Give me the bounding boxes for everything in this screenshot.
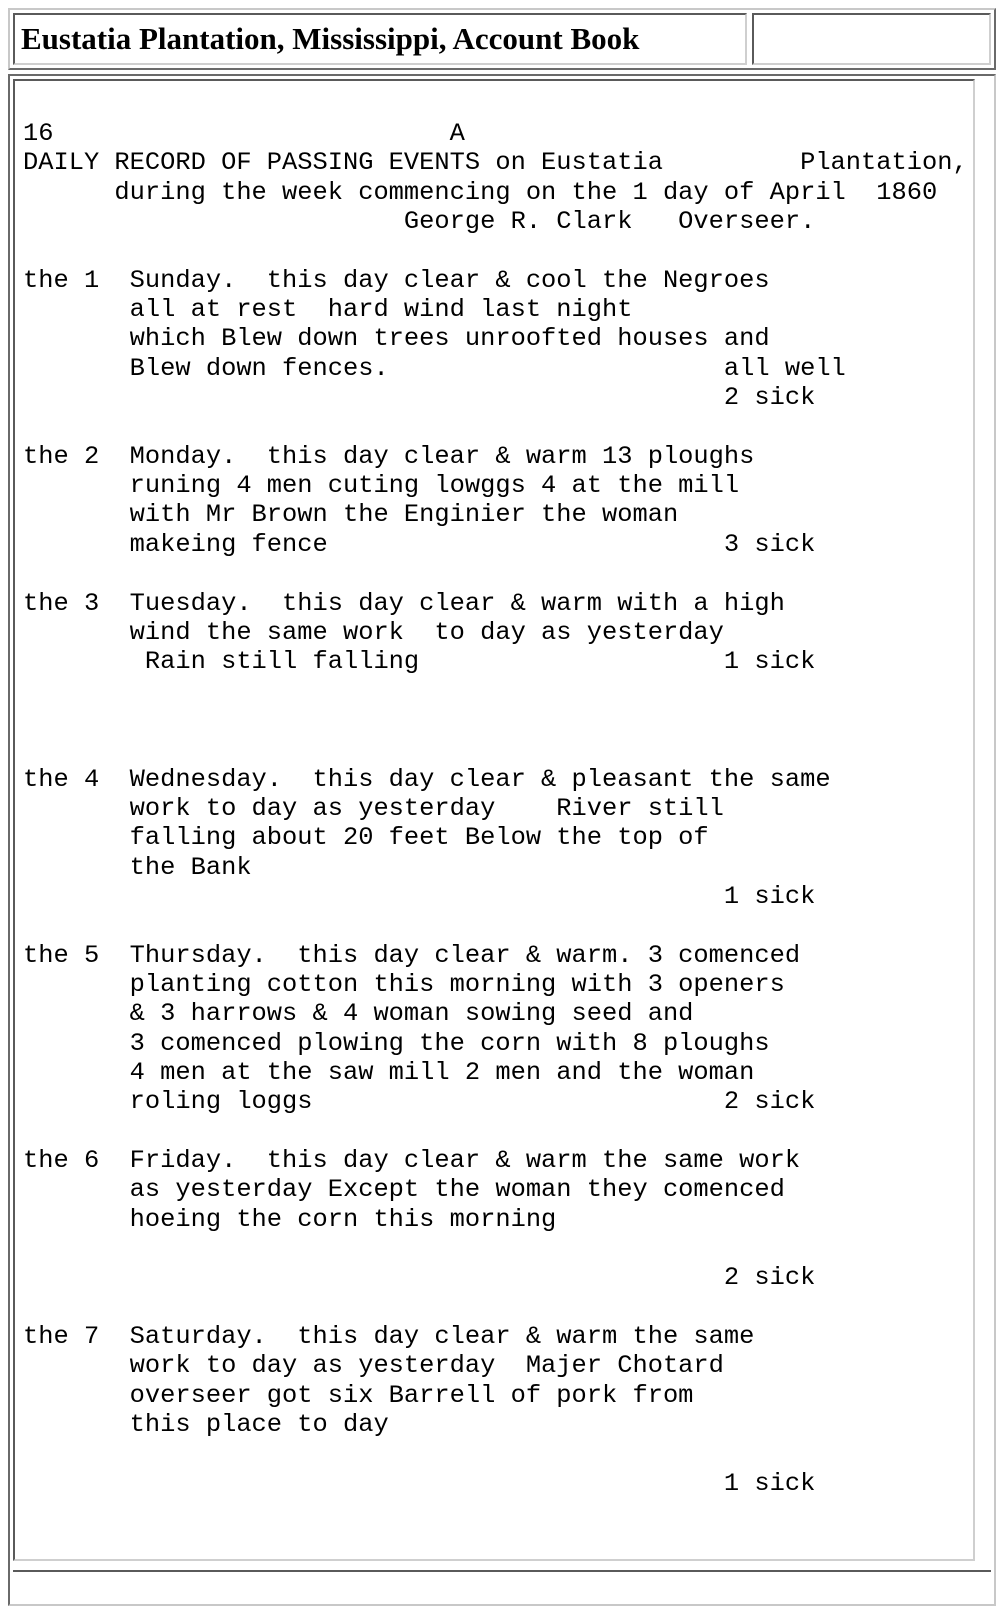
document-title: Eustatia Plantation, Mississippi, Account Book <box>21 21 640 56</box>
record-cell <box>13 79 975 1561</box>
page-frame <box>8 8 996 1608</box>
bottom-divider <box>13 1570 991 1572</box>
title-cell <box>13 13 747 65</box>
header-table <box>8 8 996 70</box>
daily-record-text: 16 A DAILY RECORD OF PASSING EVENTS on Eustatia Plantation, during the week commencing on the 1 day of April 1860 George R. Clark Overseer. the 1 Sunday. this day clear & cool the Negroes all at rest hard wind last night which Blew down trees unroofted houses and Blew down fences. all well 2 sick the 2 Monday. this day clear & warm 13 ploughs runing 4 men cuting lowggs 4 at the mill with Mr Brown the Enginier the woman makeing fence 3 sick the 3 Tuesday. this day clear & warm with a high wind the same work to day as yesterday Rain still falling 1 sick the 4 Wednesday. this day clear & pleasant the same work to day as yesterday River still falling about 20 feet Below the top of the Bank 1 sick the 5 Thursday. this day clear & warm. 3 comenced planting cotton this morning with 3 openers & 3 harrows & 4 woman sowing seed and 3 comenced plowing the corn with 8 ploughs 4 men at the saw mill 2 men and the woman roling loggs 2 sick the 6 Friday. this day clear & warm the same work as yesterday Except the woman they comenced hoeing the corn this morning 2 sick the 7 Saturday. this day clear & warm the same work to day as yesterday Majer Chotard overseer got six Barrell of pork from this place to day 1 sick <box>23 119 968 1498</box>
empty-header-cell <box>752 13 991 65</box>
body-table <box>8 74 996 1606</box>
